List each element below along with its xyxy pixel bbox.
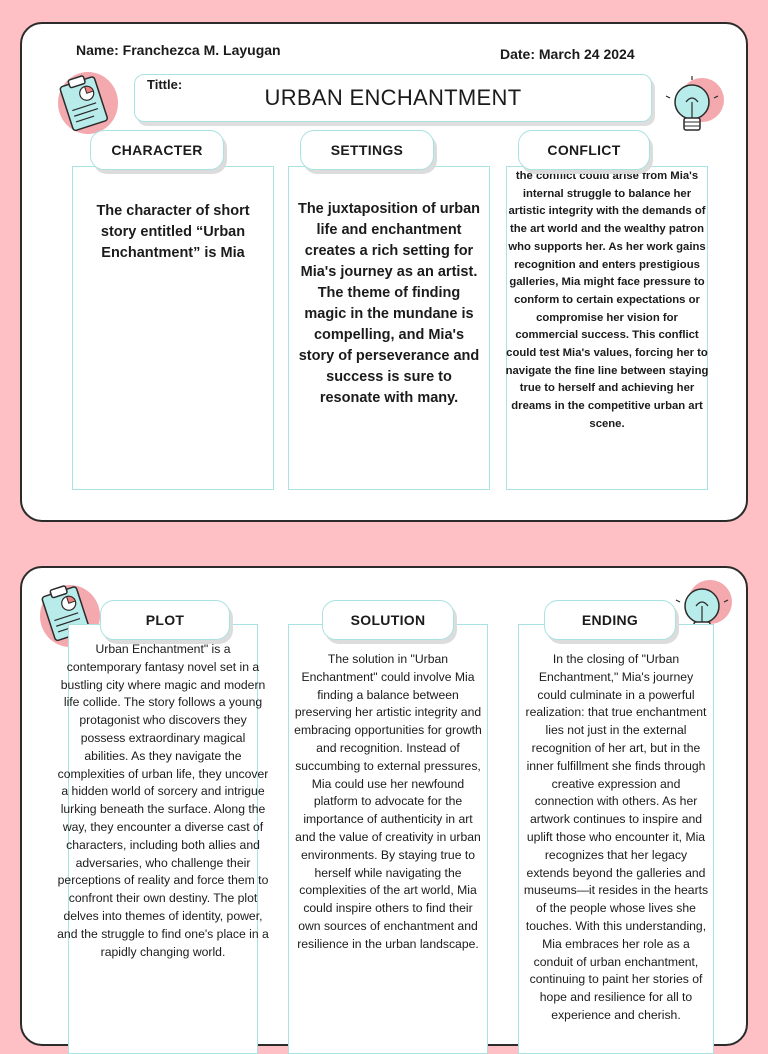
worksheet-date: Date: March 24 2024	[500, 46, 635, 62]
ending-header: ENDING	[544, 600, 676, 640]
ending-column	[518, 624, 714, 1054]
lightbulb-icon	[662, 72, 726, 144]
title-label: Tittle:	[147, 77, 183, 92]
plot-header: PLOT	[100, 600, 230, 640]
student-name: Name: Franchezca M. Layugan	[76, 42, 281, 58]
solution-text: The solution in "Urban Enchantment" could involve Mia finding a balance between preserving her artistic integrity and embracing opportunities for growth and recognition. Instead of succumbing to external pressures, Mia could use her newfound platform to advocate for the importance of authenticity in art and the value of creativity in urban environments. By staying true to herself while navigating the complexities of the art world, Mia could inspire others to find their own sources of enchantment and resilience in the urban landscape.	[294, 652, 482, 951]
character-column	[72, 166, 274, 490]
worksheet-card-bottom	[20, 566, 748, 1046]
character-header: CHARACTER	[90, 130, 224, 170]
conflict-column	[506, 166, 708, 490]
settings-header: SETTINGS	[300, 130, 434, 170]
solution-header: SOLUTION	[322, 600, 454, 640]
conflict-text: the conflict could arise from Mia's internal struggle to balance her artistic integrity with the demands of the art world and the wealthy patron who supports her. As her work gains recognition and enters prestigious galleries, Mia might face pressure to conform to certain expectations or compromise her vision for commercial success. This conflict could test Mia's values, forcing her to navigate the fine line between staying true to herself and achieving her dreams in the competitive urban art scene.	[505, 170, 709, 430]
conflict-header: CONFLICT	[518, 130, 650, 170]
settings-column	[288, 166, 490, 490]
clipboard-chart-icon	[52, 68, 120, 138]
title-box	[134, 74, 652, 122]
plot-column	[57, 624, 269, 1054]
worksheet-card-top	[20, 22, 748, 522]
plot-text: Urban Enchantment" is a contemporary fantasy novel set in a bustling city where magic and modern life collide. The story follows a young protagonist who discovers they possess extraordinary magical abilities. As they navigate the complexities of urban life, they uncover a hidden world of sorcery and intrigue lurking beneath the surface. Along the way, they encounter a diverse cast of characters, including both allies and adversaries, who challenge their perceptions of reality and force them to confront their own destiny. The plot delves into themes of identity, power, and the struggle to find one's place in a rapidly changing world.	[57, 642, 269, 959]
solution-column	[288, 624, 488, 1054]
ending-text: In the closing of "Urban Enchantment," Mia's journey could culminate in a powerful realization: that true enchantment lies not just in the external recognition of her art, but in the inner fulfillment she finds through creative expression and connection with others. As her artwork continues to inspire and uplift those who encounter it, Mia recognizes that her legacy extends beyond the galleries and museums—it resides in the hearts of the people whose lives she touches. With this understanding, Mia embraces her role as a conduit of urban enchantment, continuing to paint her stories of hope and resilience for all to experience and cherish.	[523, 652, 709, 1022]
character-text: The character of short story entitled “Urban Enchantment” is Mia	[96, 203, 250, 261]
settings-text: The juxtaposition of urban life and enchantment creates a rich setting for Mia's journey as an artist. The theme of finding magic in the mundane is compelling, and Mia's story of perseverance and success is sure to resonate with many.	[297, 201, 481, 406]
story-title: URBAN ENCHANTMENT	[264, 85, 522, 110]
